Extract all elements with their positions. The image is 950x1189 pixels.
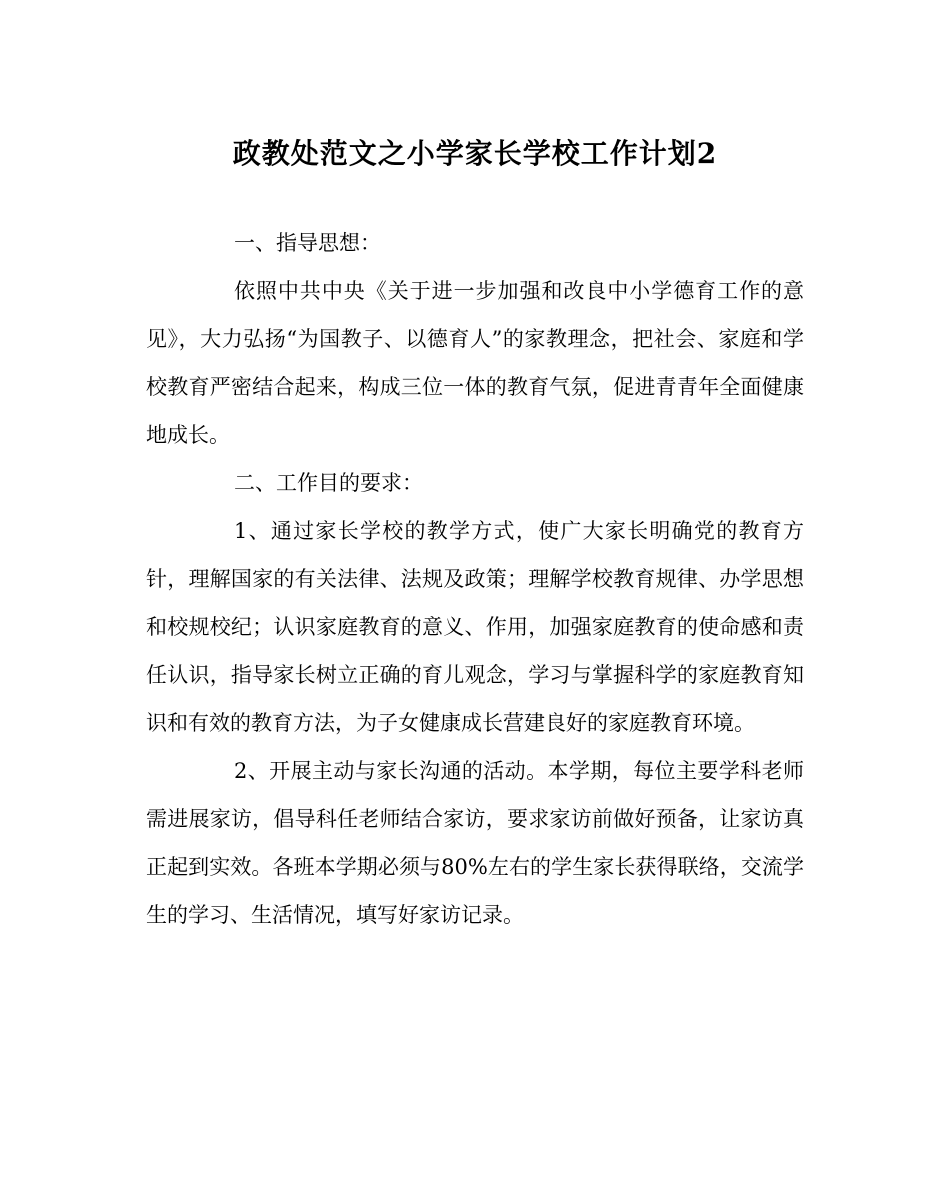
- paragraph-goal-1: 1、通过家长学校的教学方式，使广大家长明确党的教育方针，理解国家的有关法律、法规及政策；理解学校教育规律、办学思想和校规校纪；认识家庭教育的意义、作用，加强家庭教育的使命感和责任认识，指导家长树立正确的育儿观念，学习与掌握科学的家庭教育知识和有效的教育方法，为子女健康成长营建良好的家庭教育环境。: [146, 519, 804, 735]
- document-title: 政教处范文之小学家长学校工作计划2: [232, 137, 718, 170]
- section-heading-guiding-ideology: 一、指导思想：: [234, 231, 381, 255]
- document-body: [146, 219, 804, 939]
- paragraph-guiding-ideology: 依照中共中央《关于进一步加强和改良中小学德育工作的意见》，大力弘扬“为国教子、以德育人”的家教理念，把社会、家庭和学校教育严密结合起来，构成三位一体的教育气氛，促进青青年全面健康地成长。: [146, 279, 804, 447]
- paragraph-goal-2: 2、开展主动与家长沟通的活动。本学期，每位主要学科老师需进展家访，倡导科任老师结合家访，要求家访前做好预备，让家访真正起到实效。各班本学期必须与80%左右的学生家长获得联络，交流学生的学习、生活情况，填写好家访记录。: [146, 759, 804, 927]
- section-heading-work-goals: 二、工作目的要求：: [234, 471, 423, 495]
